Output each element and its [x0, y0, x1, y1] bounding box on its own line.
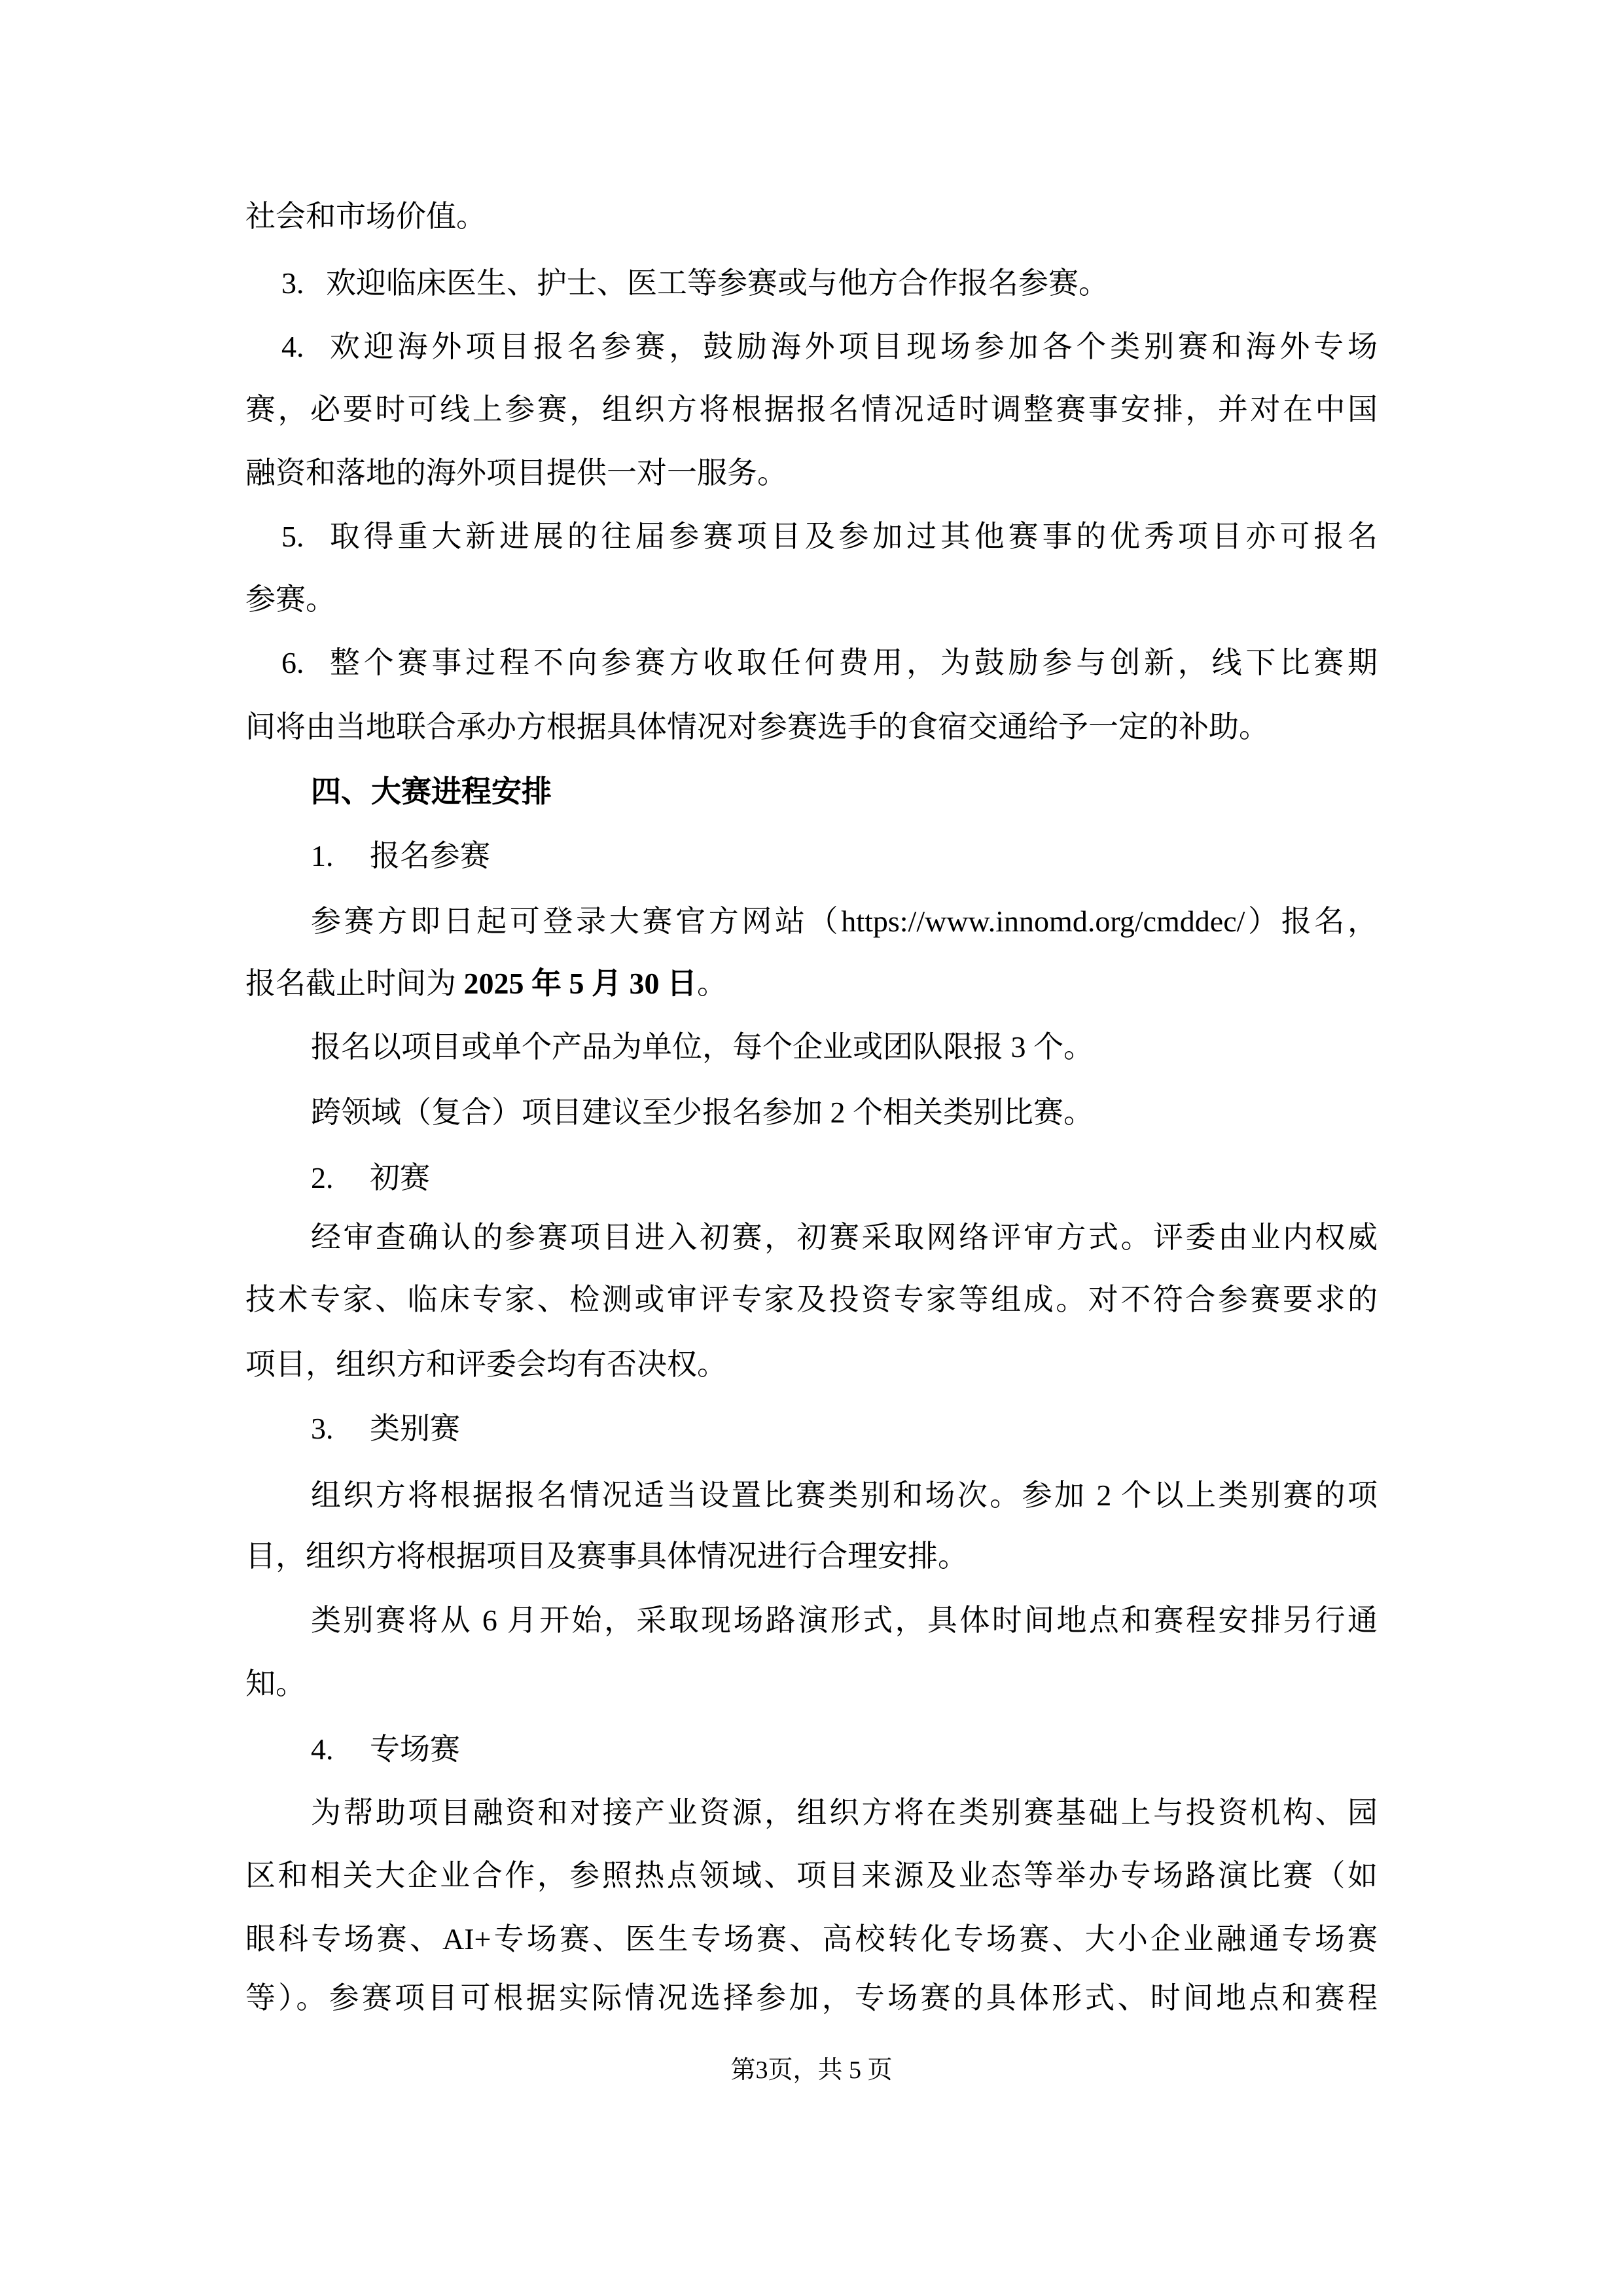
- text-segment: 项目，组织方和评委会均有否决权。: [245, 1348, 727, 1381]
- text-segment: 组织方将根据报名情况适当设置比赛类别和场次。参加 2 个以上类别赛的项: [311, 1479, 1378, 1512]
- text-segment: 目，组织方将根据项目及赛事具体情况进行合理安排。: [245, 1539, 968, 1573]
- text-line: [245, 1732, 1378, 1767]
- text-line: [245, 1981, 1378, 2016]
- text-line: [245, 645, 1378, 681]
- text-segment: 整个赛事过程不向参赛方收取任何费用，为鼓励参与创新，线下比赛期: [326, 646, 1378, 679]
- bold-text-segment: 2025 年 5 月 30 日: [463, 967, 697, 1000]
- text-line: [245, 904, 1378, 939]
- list-number: 4.: [311, 1732, 334, 1766]
- text-segment: 等）。参赛项目可根据实际情况选择参加，专场赛的具体形式、时间地点和赛程: [245, 1981, 1378, 2015]
- text-segment: 跨领域（复合）项目建议至少报名参加 2 个相关类别比赛。: [311, 1096, 1094, 1129]
- list-number: 5.: [281, 520, 304, 553]
- text-segment: 为帮助项目融资和对接产业资源，组织方将在类别赛基础上与投资机构、园: [311, 1796, 1378, 1829]
- text-line: [245, 199, 1378, 234]
- text-segment: 报名以项目或单个产品为单位，每个企业或团队限报 3 个。: [311, 1030, 1094, 1064]
- text-segment: 类别赛将从 6 月开始，采取现场路演形式，具体时间地点和赛程安排另行通: [311, 1604, 1378, 1637]
- text-segment: 初赛: [370, 1161, 430, 1194]
- text-segment: 类别赛: [370, 1412, 460, 1445]
- text-segment: 赛，必要时可线上参赛，组织方将根据报名情况适时调整赛事安排，并对在中国: [245, 393, 1378, 426]
- text-segment: 参赛。: [245, 583, 336, 616]
- text-line: [245, 1347, 1378, 1382]
- text-segment: 取得重大新进展的往届参赛项目及参加过其他赛事的优秀项目亦可报名: [326, 520, 1378, 553]
- text-segment: 技术专家、临床专家、检测或审评专家及投资专家等组成。对不符合参赛要求的: [245, 1283, 1378, 1316]
- text-line: [245, 582, 1378, 617]
- text-segment: 欢迎海外项目报名参赛，鼓励海外项目现场参加各个类别赛和海外专场: [326, 330, 1378, 363]
- text-segment: 欢迎临床医生、护士、医工等参赛或与他方合作报名参赛。: [326, 266, 1109, 300]
- list-number: 1.: [311, 839, 334, 872]
- heading-line: [245, 774, 1378, 810]
- text-line: [245, 1666, 1378, 1702]
- text-line: [245, 266, 1378, 301]
- text-line: [245, 329, 1378, 365]
- text-segment: 间将由当地联合承办方根据具体情况对参赛选手的食宿交通给予一定的补助。: [245, 710, 1269, 744]
- text-line: [245, 1858, 1378, 1893]
- text-segment: 专场赛: [370, 1732, 460, 1766]
- list-number: 4.: [281, 330, 304, 363]
- text-line: [245, 1922, 1378, 1957]
- text-segment: 参赛方即日起可登录大赛官方网站（https://www.innomd.org/cmddec/）报名，: [311, 905, 1378, 938]
- text-line: [245, 1795, 1378, 1831]
- text-segment: 四、大赛进程安排: [311, 775, 552, 808]
- text-line: [245, 1030, 1378, 1065]
- text-line: [245, 1603, 1378, 1638]
- text-segment: 区和相关大企业合作，参照热点领域、项目来源及业态等举办专场路演比赛（如: [245, 1859, 1378, 1892]
- text-line: [245, 838, 1378, 874]
- text-line: [245, 1539, 1378, 1574]
- text-line: [245, 1160, 1378, 1196]
- text-segment: 报名截止时间为: [245, 967, 464, 1000]
- text-line: [245, 1095, 1378, 1130]
- text-line: [245, 1220, 1378, 1255]
- text-segment: 报名参赛: [370, 839, 490, 872]
- text-line: [245, 966, 1378, 1001]
- text-line: [245, 1411, 1378, 1446]
- text-segment: 经审查确认的参赛项目进入初赛，初赛采取网络评审方式。评委由业内权威: [311, 1221, 1378, 1254]
- text-line: [245, 456, 1378, 491]
- list-number: 3.: [311, 1412, 334, 1445]
- text-segment: 融资和落地的海外项目提供一对一服务。: [245, 456, 787, 490]
- list-number: 6.: [281, 646, 304, 679]
- text-segment: 社会和市场价值。: [245, 200, 486, 233]
- text-line: [245, 1282, 1378, 1318]
- text-line: [245, 1478, 1378, 1513]
- list-number: 2.: [311, 1161, 334, 1194]
- text-segment: 知。: [245, 1667, 306, 1700]
- text-segment: 。: [697, 967, 727, 1000]
- text-line: [245, 392, 1378, 427]
- list-number: 3.: [281, 266, 304, 300]
- page-footer: 第3页，共 5 页: [730, 2056, 893, 2084]
- text-segment: 眼科专场赛、AI+专场赛、医生专场赛、高校转化专场赛、大小企业融通专场赛: [245, 1922, 1378, 1956]
- text-line: [245, 519, 1378, 554]
- text-line: [245, 709, 1378, 745]
